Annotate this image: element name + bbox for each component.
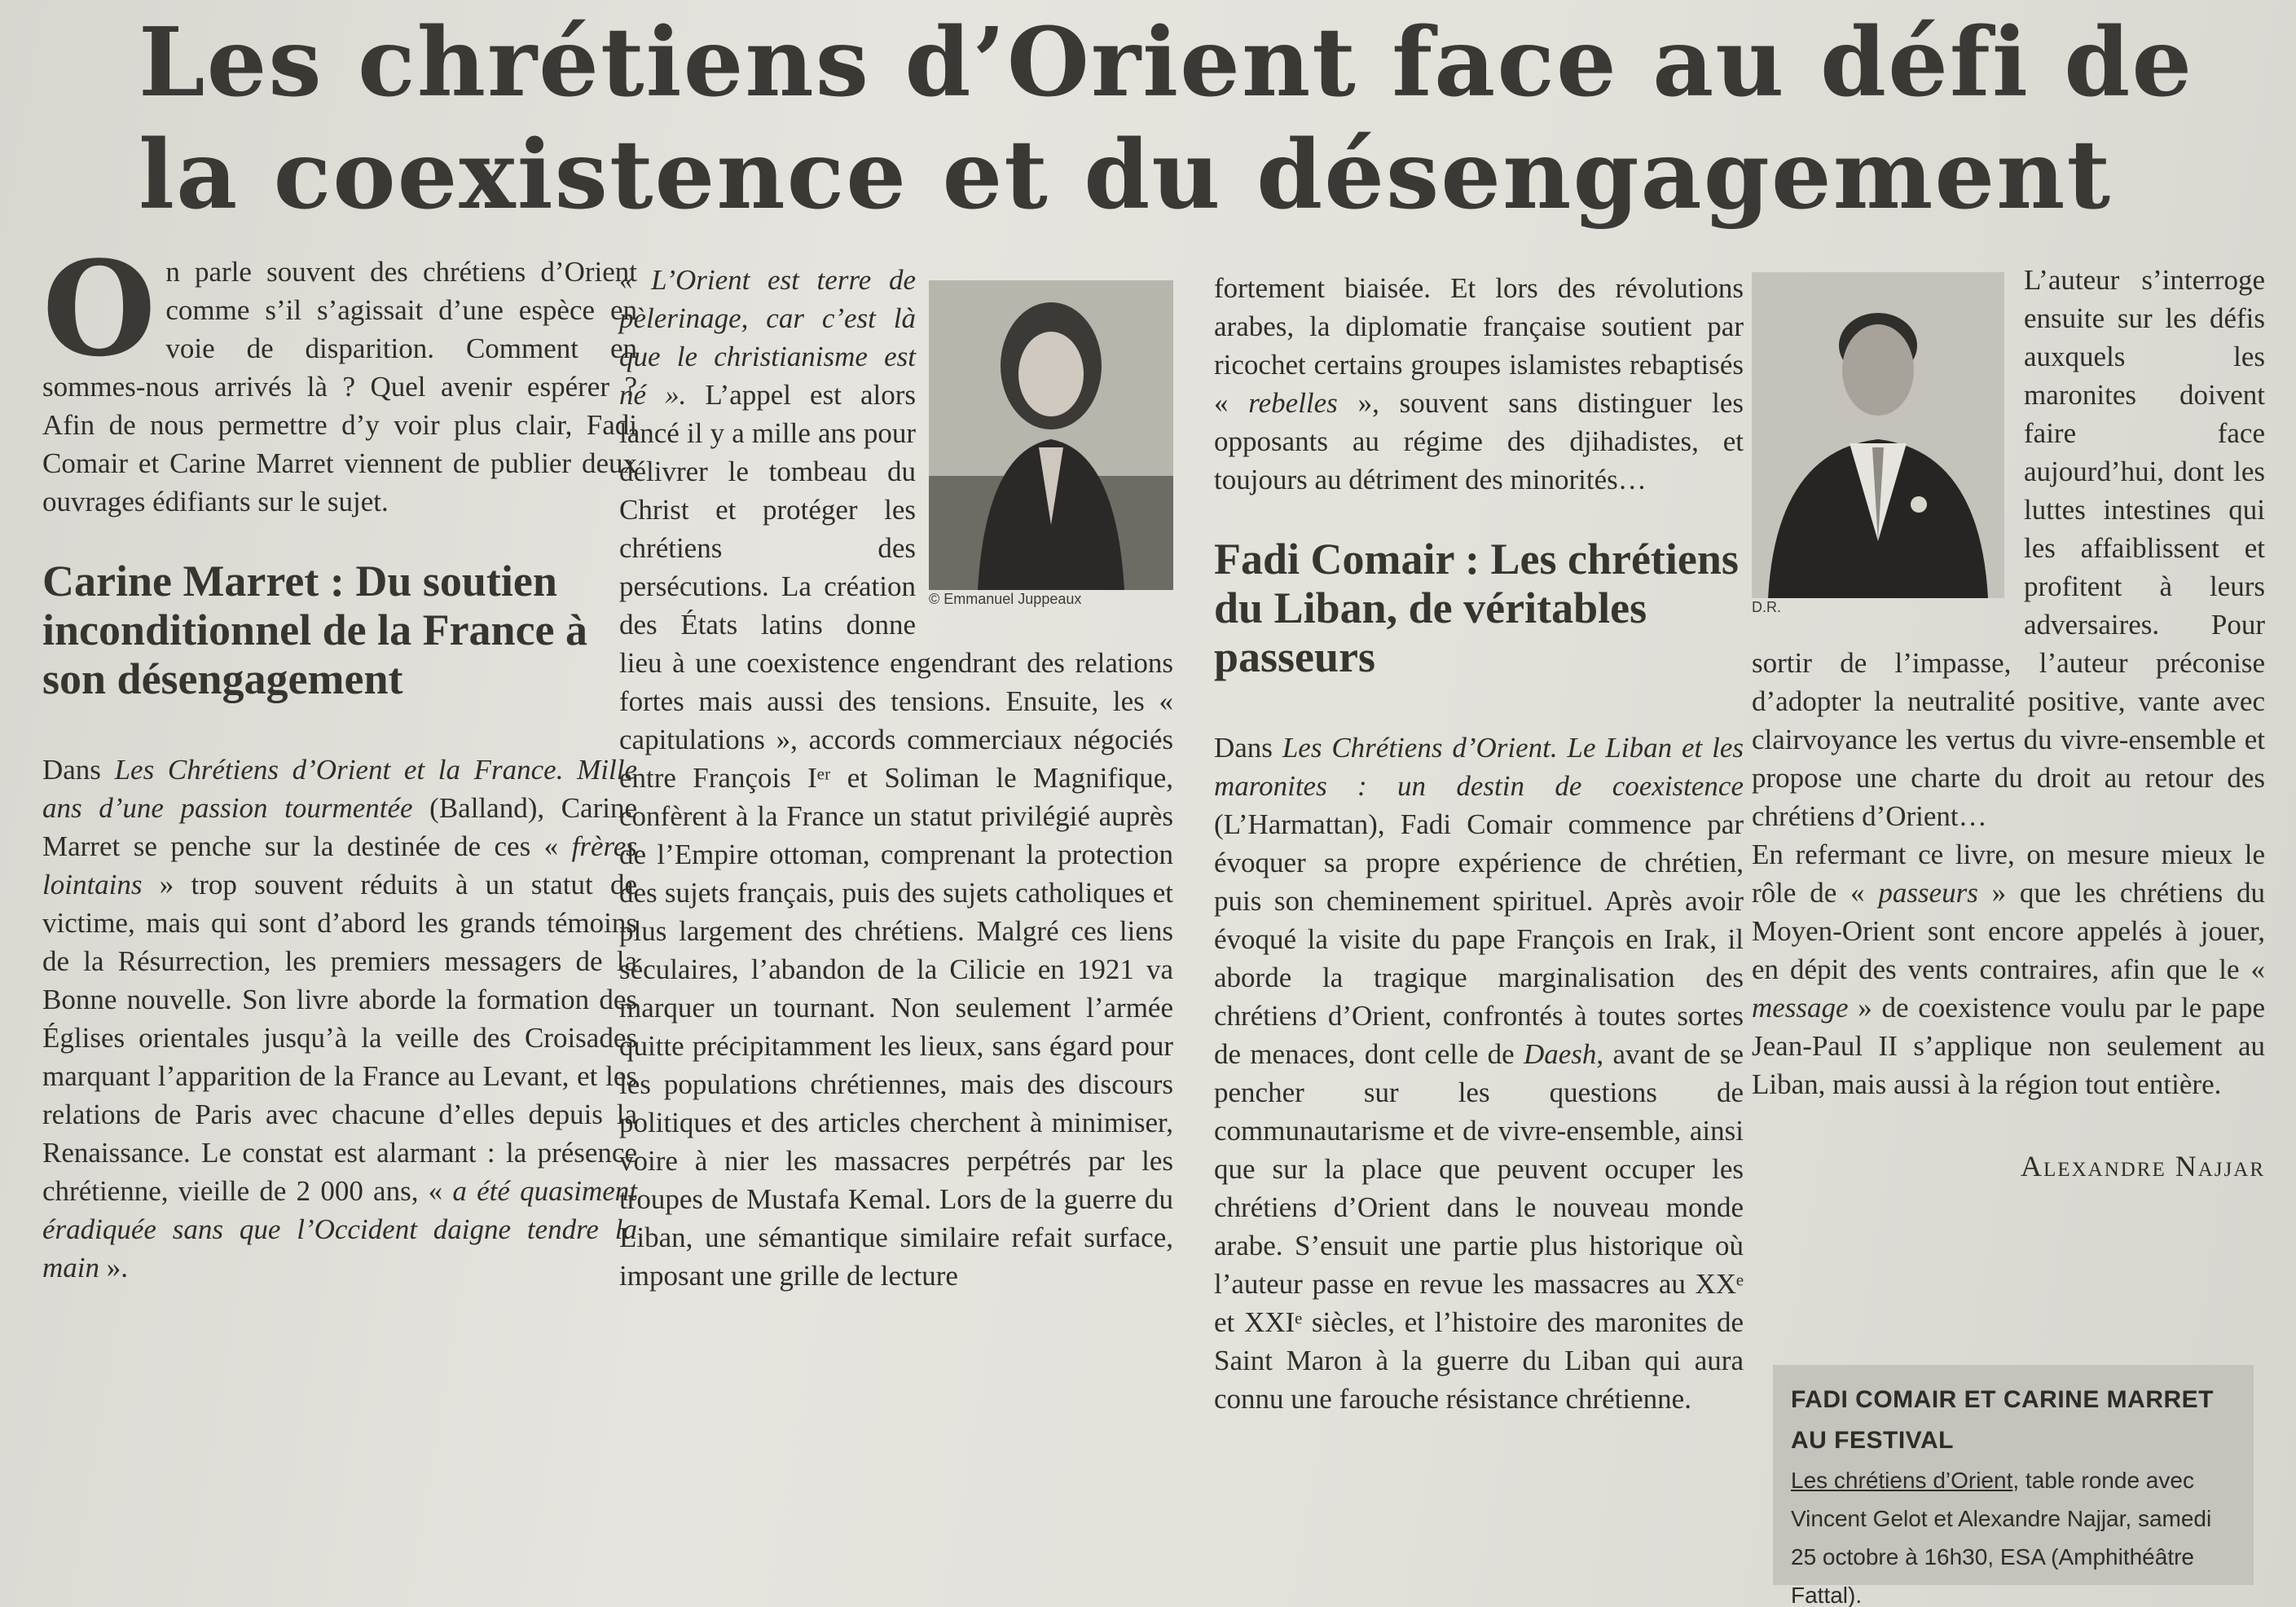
festival-info-box (1773, 1365, 2254, 1607)
photo-fadi-comair (1752, 272, 2004, 616)
column-3 (1214, 269, 1744, 1418)
column-2 (619, 261, 1173, 1295)
comair-paragraph-1: Dans Les Chrétiens d’Orient. Le Liban et les maronites : un destin de coexistence (L’Harmattan), Fadi Comair commence par évoquer sa propre expérience de chrétien, puis son cheminement spirituel. Après avoir évoqué la visite du pape François en Irak, il aborde la tragique marginalisation des chrétiens d’Orient, confrontés à toutes sortes de menaces, dont celle de Daesh, avant de se pencher sur les questions de communautarisme et de vivre-ensemble, ainsi que sur la place que peuvent occuper les chrétiens d’Orient dans le nouveau monde arabe. S’ensuit une partie plus historique où l’auteur passe en revue les massacres au XXᵉ et XXIᵉ siècles, et l’histoire des maronites de Saint Maron à la guerre du Liban qui aura connu une farouche résistance chrétienne. (1214, 732, 1744, 1415)
book-title-comair: Les Chrétiens d’Orient. Le Liban et les maronites : un destin de coexistence (1214, 732, 1744, 802)
festival-box-text: Les chrétiens d’Orient, table ronde avec Vincent Gelot et Alexandre Najjar, samedi 25 octobre à 16h30, ESA (Amphithéâtre Fattal). (1791, 1468, 2212, 1607)
portrait-image (929, 280, 1173, 590)
portrait-image (1752, 272, 2004, 598)
column-1 (42, 232, 637, 1287)
drop-cap: O (42, 232, 156, 385)
woman-portrait-icon (929, 280, 1173, 590)
comair-paragraph-2: L’auteur s’interroge ensuite sur les défis auxquels les maronites doivent faire face aujourd’hui, dont les luttes intestines qui les affaiblissent et profitent à leurs adversaires. Pour sortir de l’impasse, l’auteur préconise d’adopter la neutralité positive, vante avec clairvoyance les vertus du vivre-ensemble et propose une charte du droit au retour des chrétiens d’Orient… (1752, 264, 2265, 832)
festival-box-title: FADI COMAIR ET CARINE MARRET AU FESTIVAL (1791, 1386, 2214, 1454)
photo-carine-marret (929, 280, 1173, 608)
column-4 (1752, 261, 2265, 1186)
author-signature: Alexandre Najjar (2021, 1150, 2265, 1182)
photo-credit-right: D.R. (1752, 599, 1781, 615)
marret-paragraph-2: « L’Orient est terre de pèlerinage, car c’est là que le christianisme est né ». L’appel est alors lancé il y a mille ans pour délivrer le tombeau du Christ et protéger les chrétiens des persécutions. La création des États latins donne lieu à une coexistence engendrant des relations fortes mais aussi des tensions. Ensuite, les « capitulations », accords commerciaux négociés entre François Iᵉʳ et Soliman le Magnifique, confèrent à la France un statut privilégié auprès de l’Empire ottoman, comprenant la protection des sujets français, puis des sujets catholiques et plus largement des chrétiens. Malgré ces liens séculaires, l’abandon de la Cilicie en 1921 va marquer un tournant. Non seulement l’armée quitte précipitamment les lieux, sans égard pour les populations chrétiennes, mais des discours politiques et des articles cherchent à minimiser, voire à nier les massacres perpétrés par les troupes de Mustafa Kemal. Lors de la guerre du Liban, une sémantique similaire refait surface, imposant une grille de lecture (619, 264, 1173, 1292)
book-title-marret: Les Chrétiens d’Orient et la France. Mille ans d’une passion tourmentée (42, 754, 637, 824)
festival-book-title: Les chrétiens d’Orient (1791, 1468, 2013, 1493)
comair-paragraph-3: En refermant ce livre, on mesure mieux le rôle de « passeurs » que les chrétiens du Moyen-Orient sont encore appelés à jouer, en dépit des vents contraires, afin que le « message » de coexistence voulu par le pape Jean-Paul II s’applique non seulement au Liban, mais aussi à la région tout entière. (1752, 839, 2266, 1100)
intro-text: n parle souvent des chrétiens d’Orient comme s’il s’agissait d’une espèce en voie de disparition. Comment en sommes-nous arrivés là ? Quel avenir espérer ? Afin de nous permettre d’y voir plus clair, Fadi Comair et Carine Marret viennent de publier deux ouvrages édifiants sur le sujet. (42, 256, 637, 517)
subhead-fadi-comair: Fadi Comair : Les chrétiens du Liban, de véritables passeurs (1214, 535, 1739, 681)
marret-paragraph-1: Dans Les Chrétiens d’Orient et la France. Mille ans d’une passion tourmentée (Balland), Carine Marret se penche sur la destinée de ces « frères lointains » trop souvent réduits à un statut de victime, mais qui sont d’abord les grands témoins de la Résurrection, les premiers messagers de la Bonne nouvelle. Son livre aborde la formation des Églises orientales jusqu’à la veille des Croisades marquant l’apparition de la France au Levant, et les relations de Paris avec chacune d’elles depuis la Renaissance. Le constat est alarmant : la présence chrétienne, vieille de 2 000 ans, « a été quasiment éradiquée sans que l’Occident daigne tendre la main ». (42, 754, 637, 1283)
intro-paragraph (42, 232, 637, 521)
article-headline: Les chrétiens d’Orient face au défi de la coexistence et du désengagement (139, 7, 2194, 231)
marret-paragraph-3: fortement biaisée. Et lors des révolutions arabes, la diplomatie française soutient par ricochet certains groupes islamistes rebaptisés « rebelles », souvent sans distinguer les opposants au régime des djihadistes, et toujours au détriment des minorités… (1214, 272, 1744, 495)
subhead-carine-marret: Carine Marret : Du soutien inconditionnel de la France à son désengagement (42, 557, 588, 703)
man-portrait-icon (1752, 272, 2004, 598)
photo-credit-left: © Emmanuel Juppeaux (929, 591, 1082, 607)
